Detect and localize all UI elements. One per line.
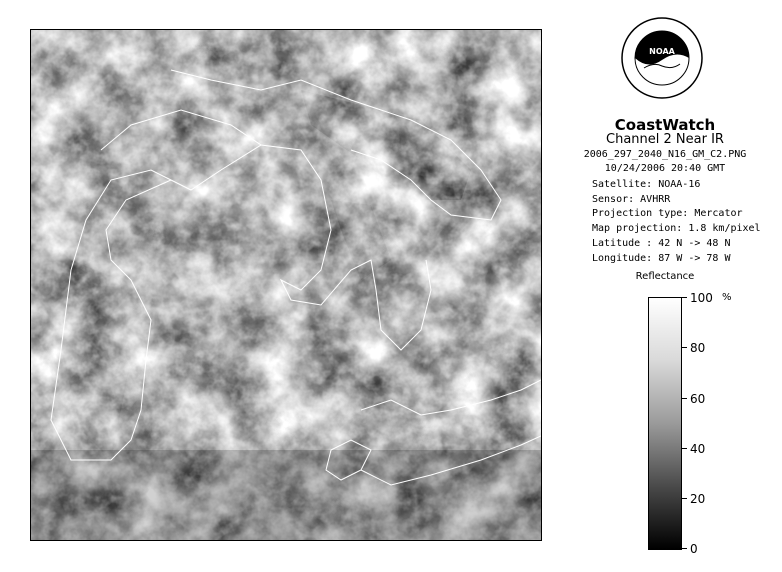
colorbar-tick: [682, 548, 687, 549]
latitude-label: Latitude : 42 N -> 48 N: [592, 238, 731, 249]
reflectance-map: [31, 30, 542, 541]
colorbar-title: Reflectance: [635, 271, 695, 282]
longitude-label: Longitude: 87 W -> 78 W: [592, 253, 731, 264]
colorbar-tick: [682, 398, 687, 399]
channel-title: Channel 2 Near IR: [606, 132, 724, 147]
colorbar-tick-label: 80: [690, 341, 706, 355]
sensor-label: Sensor: AVHRR: [592, 194, 671, 205]
satellite-label: Satellite: NOAA-16: [592, 179, 701, 190]
colorbar-tick: [682, 347, 687, 348]
colorbar-tick: [682, 498, 687, 499]
projection-type-label: Projection type: Mercator: [592, 208, 743, 219]
colorbar-unit: %: [722, 292, 732, 303]
colorbar-tick-label: 20: [690, 492, 706, 506]
reflectance-colorbar: [648, 297, 682, 550]
colorbar-tick-label: 0: [690, 542, 698, 556]
colorbar-tick-label: 60: [690, 392, 706, 406]
svg-text:NOAA: NOAA: [649, 47, 675, 56]
filename-label: 2006_297_2040_N16_GM_C2.PNG: [583, 149, 747, 160]
colorbar-tick-label: 100: [690, 291, 713, 305]
colorbar-tick: [682, 297, 687, 298]
colorbar-tick-label: 40: [690, 442, 706, 456]
brand-title: CoastWatch: [614, 116, 716, 134]
noaa-logo: [620, 16, 704, 100]
datetime-label: 10/24/2006 20:40 GMT: [604, 163, 726, 174]
map-projection-label: Map projection: 1.8 km/pixel: [592, 223, 761, 234]
noaa-logo-icon: [620, 16, 704, 100]
colorbar-tick: [682, 448, 687, 449]
satellite-image: [30, 29, 542, 541]
